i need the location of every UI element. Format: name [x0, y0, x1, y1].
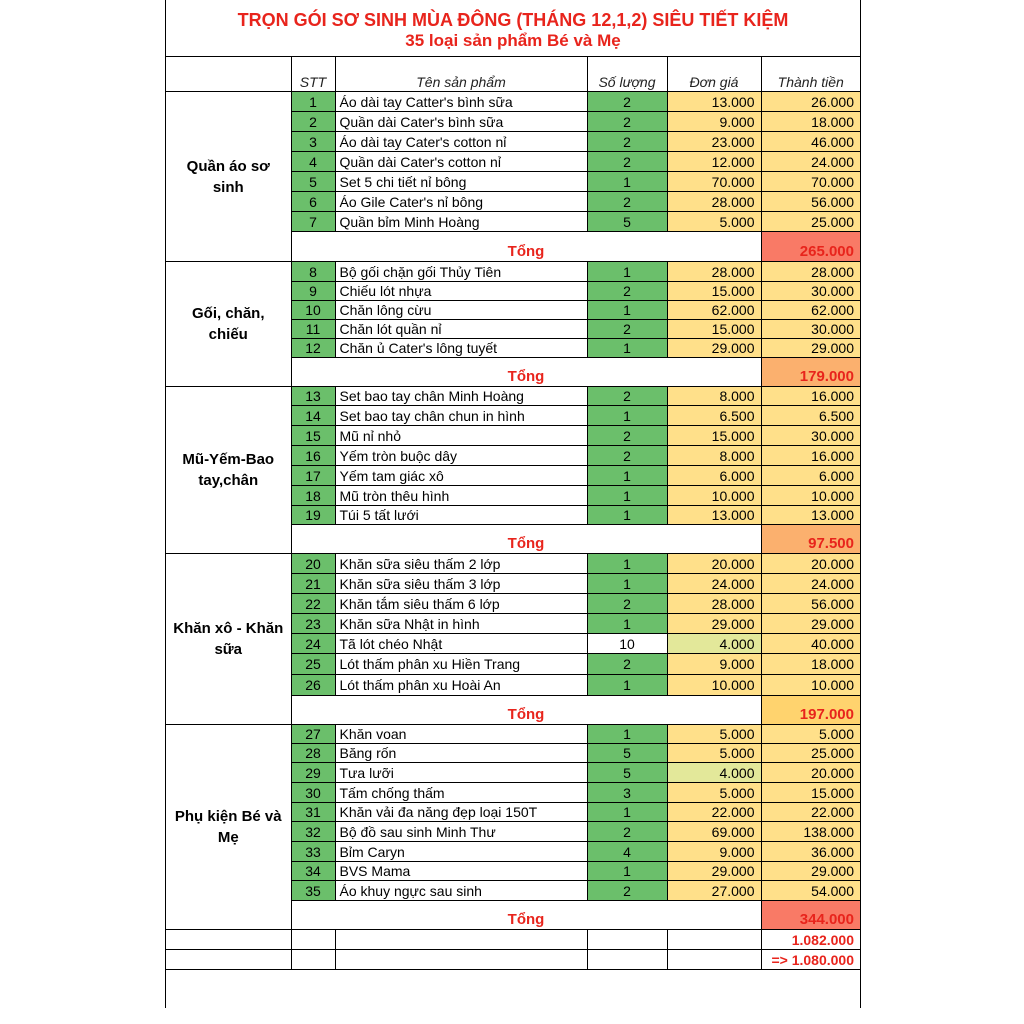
product-name-cell: Chăn lót quần nỉ: [335, 320, 587, 339]
line-total-cell: 29.000: [761, 862, 860, 881]
stt-cell: 8: [291, 262, 335, 282]
stt-cell: 31: [291, 803, 335, 822]
unit-price-cell: 8.000: [667, 387, 761, 406]
product-name-cell: Áo Gile Cater's nỉ bông: [335, 192, 587, 212]
stt-cell: 23: [291, 614, 335, 634]
product-name-cell: Bộ gối chặn gối Thủy Tiên: [335, 262, 587, 282]
header-total: Thành tiền: [761, 57, 860, 92]
product-name-cell: Mũ nỉ nhỏ: [335, 426, 587, 446]
line-total-cell: 15.000: [761, 783, 860, 803]
product-name-cell: Mũ tròn thêu hình: [335, 486, 587, 506]
stt-cell: 4: [291, 152, 335, 172]
header-price: Đơn giá: [667, 57, 761, 92]
unit-price-cell: 9.000: [667, 654, 761, 675]
subtotal-value: 344.000: [761, 901, 860, 930]
stt-cell: 6: [291, 192, 335, 212]
quantity-cell: 1: [587, 466, 667, 486]
unit-price-cell: 28.000: [667, 192, 761, 212]
stt-cell: 29: [291, 763, 335, 783]
unit-price-cell: 8.000: [667, 446, 761, 466]
product-name-cell: Chăn ủ Cater's lông tuyết: [335, 339, 587, 358]
stt-cell: 35: [291, 881, 335, 901]
quantity-cell: 2: [587, 112, 667, 132]
quantity-cell: 1: [587, 406, 667, 426]
line-total-cell: 46.000: [761, 132, 860, 152]
line-total-cell: 20.000: [761, 763, 860, 783]
product-name-cell: Bộ đồ sau sinh Minh Thư: [335, 822, 587, 842]
line-total-cell: 25.000: [761, 744, 860, 763]
unit-price-cell: 15.000: [667, 320, 761, 339]
product-table: [166, 57, 860, 970]
stt-cell: 5: [291, 172, 335, 192]
unit-price-cell: 20.000: [667, 554, 761, 574]
title-block: [166, 0, 860, 57]
subtotal-label: Tổng: [291, 525, 761, 554]
line-total-cell: 30.000: [761, 282, 860, 301]
table-row: [166, 387, 860, 406]
line-total-cell: 18.000: [761, 112, 860, 132]
product-name-cell: Tưa lưỡi: [335, 763, 587, 783]
product-name-cell: Tã lót chéo Nhật: [335, 634, 587, 654]
quantity-cell: 2: [587, 654, 667, 675]
product-name-cell: Yếm tam giác xô: [335, 466, 587, 486]
line-total-cell: 24.000: [761, 574, 860, 594]
product-name-cell: Set 5 chi tiết nỉ bông: [335, 172, 587, 192]
subtotal-value: 179.000: [761, 358, 860, 387]
table-row: [166, 554, 860, 574]
product-name-cell: Băng rốn: [335, 744, 587, 763]
empty-cell: [587, 950, 667, 970]
stt-cell: 1: [291, 92, 335, 112]
quantity-cell: 5: [587, 212, 667, 232]
line-total-cell: 30.000: [761, 426, 860, 446]
product-name-cell: Túi 5 tất lưới: [335, 506, 587, 525]
unit-price-cell: 6.000: [667, 466, 761, 486]
quantity-cell: 2: [587, 822, 667, 842]
line-total-cell: 28.000: [761, 262, 860, 282]
product-name-cell: Set bao tay chân chun in hình: [335, 406, 587, 426]
unit-price-cell: 5.000: [667, 783, 761, 803]
product-name-cell: Khăn vải đa năng đẹp loại 150T: [335, 803, 587, 822]
line-total-cell: 10.000: [761, 675, 860, 696]
stt-cell: 22: [291, 594, 335, 614]
product-name-cell: Yếm tròn buộc dây: [335, 446, 587, 466]
unit-price-cell: 29.000: [667, 614, 761, 634]
stt-cell: 28: [291, 744, 335, 763]
empty-cell: [587, 930, 667, 950]
stt-cell: 27: [291, 725, 335, 744]
product-name-cell: Tấm chống thấm: [335, 783, 587, 803]
quantity-cell: 2: [587, 446, 667, 466]
quantity-cell: 1: [587, 862, 667, 881]
stt-cell: 34: [291, 862, 335, 881]
subtotal-value: 97.500: [761, 525, 860, 554]
product-name-cell: Quần dài Cater's cotton nỉ: [335, 152, 587, 172]
stt-cell: 16: [291, 446, 335, 466]
category-label: Phụ kiện Bé và Mẹ: [166, 725, 291, 930]
unit-price-cell: 70.000: [667, 172, 761, 192]
stt-cell: 24: [291, 634, 335, 654]
category-label: Mũ-Yếm-Bao tay,chân: [166, 387, 291, 554]
quantity-cell: 2: [587, 426, 667, 446]
product-name-cell: Khăn sữa siêu thấm 2 lớp: [335, 554, 587, 574]
page-subtitle: 35 loại sản phẩm Bé và Mẹ: [405, 31, 621, 50]
product-name-cell: Khăn sữa siêu thấm 3 lớp: [335, 574, 587, 594]
line-total-cell: 56.000: [761, 594, 860, 614]
category-label: Quần áo sơ sinh: [166, 92, 291, 262]
product-name-cell: BVS Mama: [335, 862, 587, 881]
product-name-cell: Áo khuy ngực sau sinh: [335, 881, 587, 901]
line-total-cell: 22.000: [761, 803, 860, 822]
stt-cell: 15: [291, 426, 335, 446]
spreadsheet: [165, 0, 861, 1008]
empty-cell: [166, 930, 291, 950]
product-name-cell: Lót thấm phân xu Hiền Trang: [335, 654, 587, 675]
empty-cell: [291, 930, 335, 950]
unit-price-cell: 10.000: [667, 486, 761, 506]
header-qty: Số lượng: [587, 57, 667, 92]
stt-cell: 2: [291, 112, 335, 132]
line-total-cell: 10.000: [761, 486, 860, 506]
unit-price-cell: 6.500: [667, 406, 761, 426]
product-name-cell: Áo dài tay Catter's bình sữa: [335, 92, 587, 112]
unit-price-cell: 13.000: [667, 92, 761, 112]
quantity-cell: 5: [587, 744, 667, 763]
quantity-cell: 1: [587, 486, 667, 506]
unit-price-cell: 5.000: [667, 744, 761, 763]
line-total-cell: 16.000: [761, 387, 860, 406]
quantity-cell: 1: [587, 339, 667, 358]
product-name-cell: Lót thấm phân xu Hoài An: [335, 675, 587, 696]
stt-cell: 7: [291, 212, 335, 232]
quantity-cell: 5: [587, 763, 667, 783]
line-total-cell: 36.000: [761, 842, 860, 862]
unit-price-cell: 24.000: [667, 574, 761, 594]
product-name-cell: Áo dài tay Cater's cotton nỉ: [335, 132, 587, 152]
unit-price-cell: 22.000: [667, 803, 761, 822]
stt-cell: 33: [291, 842, 335, 862]
subtotal-label: Tổng: [291, 696, 761, 725]
stt-cell: 9: [291, 282, 335, 301]
category-label: Gối, chăn, chiếu: [166, 262, 291, 387]
category-label: Khăn xô - Khăn sữa: [166, 554, 291, 725]
stt-cell: 19: [291, 506, 335, 525]
header-category: [166, 57, 291, 92]
line-total-cell: 62.000: [761, 301, 860, 320]
stt-cell: 11: [291, 320, 335, 339]
stt-cell: 14: [291, 406, 335, 426]
product-name-cell: Chiếu lót nhựa: [335, 282, 587, 301]
quantity-cell: 2: [587, 594, 667, 614]
unit-price-cell: 5.000: [667, 725, 761, 744]
quantity-cell: 2: [587, 152, 667, 172]
product-name-cell: Khăn tắm siêu thấm 6 lớp: [335, 594, 587, 614]
line-total-cell: 70.000: [761, 172, 860, 192]
header-row: [166, 57, 860, 92]
empty-cell: [335, 950, 587, 970]
stt-cell: 10: [291, 301, 335, 320]
quantity-cell: 1: [587, 506, 667, 525]
line-total-cell: 16.000: [761, 446, 860, 466]
empty-cell: [166, 950, 291, 970]
subtotal-label: Tổng: [291, 358, 761, 387]
quantity-cell: 1: [587, 301, 667, 320]
quantity-cell: 2: [587, 92, 667, 112]
empty-cell: [335, 930, 587, 950]
empty-cell: [667, 950, 761, 970]
unit-price-cell: 15.000: [667, 426, 761, 446]
product-name-cell: Set bao tay chân Minh Hoàng: [335, 387, 587, 406]
product-name-cell: Khăn sữa Nhật in hình: [335, 614, 587, 634]
stt-cell: 26: [291, 675, 335, 696]
stt-cell: 17: [291, 466, 335, 486]
unit-price-cell: 29.000: [667, 862, 761, 881]
line-total-cell: 6.000: [761, 466, 860, 486]
table-row: [166, 92, 860, 112]
line-total-cell: 20.000: [761, 554, 860, 574]
stt-cell: 30: [291, 783, 335, 803]
subtotal-value: 265.000: [761, 232, 860, 262]
quantity-cell: 1: [587, 803, 667, 822]
line-total-cell: 26.000: [761, 92, 860, 112]
stt-cell: 21: [291, 574, 335, 594]
line-total-cell: 13.000: [761, 506, 860, 525]
line-total-cell: 18.000: [761, 654, 860, 675]
quantity-cell: 2: [587, 387, 667, 406]
unit-price-cell: 69.000: [667, 822, 761, 842]
product-name-cell: Chăn lông cừu: [335, 301, 587, 320]
unit-price-cell: 15.000: [667, 282, 761, 301]
quantity-cell: 3: [587, 783, 667, 803]
empty-cell: [667, 930, 761, 950]
subtotal-label: Tổng: [291, 232, 761, 262]
page-title: TRỌN GÓI SƠ SINH MÙA ĐÔNG (THÁNG 12,1,2) SIÊU TIẾT KIỆM: [237, 10, 789, 30]
unit-price-cell: 10.000: [667, 675, 761, 696]
stt-cell: 13: [291, 387, 335, 406]
unit-price-cell: 12.000: [667, 152, 761, 172]
line-total-cell: 25.000: [761, 212, 860, 232]
line-total-cell: 29.000: [761, 339, 860, 358]
quantity-cell: 2: [587, 132, 667, 152]
line-total-cell: 54.000: [761, 881, 860, 901]
quantity-cell: 2: [587, 881, 667, 901]
stt-cell: 3: [291, 132, 335, 152]
header-name: Tên sản phẩm: [335, 57, 587, 92]
quantity-cell: 1: [587, 574, 667, 594]
quantity-cell: 1: [587, 725, 667, 744]
stt-cell: 32: [291, 822, 335, 842]
header-stt: STT: [291, 57, 335, 92]
stt-cell: 20: [291, 554, 335, 574]
rounded-total-row: [166, 950, 860, 970]
unit-price-cell: 28.000: [667, 594, 761, 614]
line-total-cell: 138.000: [761, 822, 860, 842]
subtotal-value: 197.000: [761, 696, 860, 725]
rounded-total: => 1.080.000: [761, 950, 860, 970]
grand-total: 1.082.000: [761, 930, 860, 950]
stt-cell: 12: [291, 339, 335, 358]
quantity-cell: 1: [587, 614, 667, 634]
grand-total-row: [166, 930, 860, 950]
unit-price-cell: 23.000: [667, 132, 761, 152]
unit-price-cell: 4.000: [667, 763, 761, 783]
line-total-cell: 5.000: [761, 725, 860, 744]
unit-price-cell: 5.000: [667, 212, 761, 232]
unit-price-cell: 62.000: [667, 301, 761, 320]
line-total-cell: 24.000: [761, 152, 860, 172]
table-body: [166, 92, 860, 970]
stt-cell: 25: [291, 654, 335, 675]
line-total-cell: 29.000: [761, 614, 860, 634]
empty-cell: [291, 950, 335, 970]
quantity-cell: 4: [587, 842, 667, 862]
product-name-cell: Quần bỉm Minh Hoàng: [335, 212, 587, 232]
table-row: [166, 262, 860, 282]
stt-cell: 18: [291, 486, 335, 506]
line-total-cell: 30.000: [761, 320, 860, 339]
product-name-cell: Quần dài Cater's bình sữa: [335, 112, 587, 132]
quantity-cell: 10: [587, 634, 667, 654]
quantity-cell: 1: [587, 675, 667, 696]
unit-price-cell: 29.000: [667, 339, 761, 358]
line-total-cell: 40.000: [761, 634, 860, 654]
line-total-cell: 56.000: [761, 192, 860, 212]
quantity-cell: 2: [587, 192, 667, 212]
subtotal-label: Tổng: [291, 901, 761, 930]
unit-price-cell: 4.000: [667, 634, 761, 654]
quantity-cell: 2: [587, 320, 667, 339]
unit-price-cell: 9.000: [667, 112, 761, 132]
quantity-cell: 1: [587, 262, 667, 282]
quantity-cell: 1: [587, 554, 667, 574]
product-name-cell: Bỉm Caryn: [335, 842, 587, 862]
unit-price-cell: 13.000: [667, 506, 761, 525]
quantity-cell: 2: [587, 282, 667, 301]
product-name-cell: Khăn voan: [335, 725, 587, 744]
unit-price-cell: 27.000: [667, 881, 761, 901]
line-total-cell: 6.500: [761, 406, 860, 426]
table-row: [166, 725, 860, 744]
unit-price-cell: 28.000: [667, 262, 761, 282]
quantity-cell: 1: [587, 172, 667, 192]
unit-price-cell: 9.000: [667, 842, 761, 862]
